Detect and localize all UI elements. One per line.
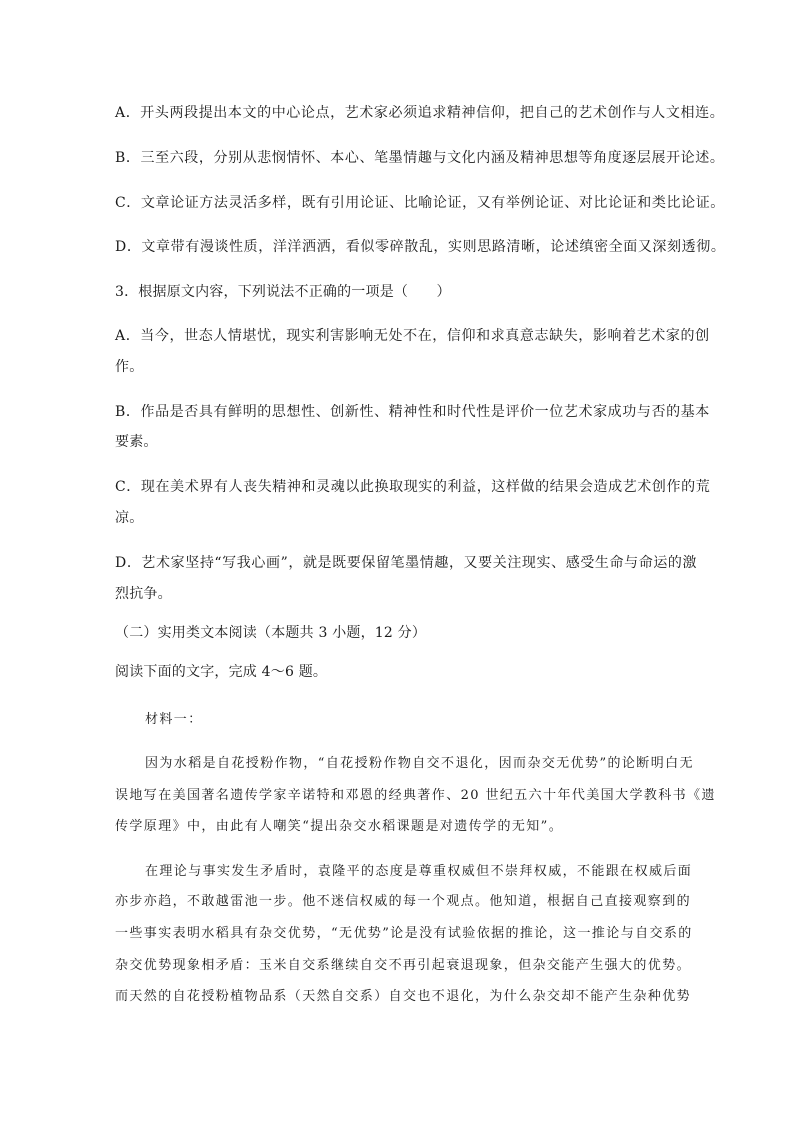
q2-option-d: D．文章带有漫谈性质，洋洋洒洒，看似零碎散乱，实则思路清晰，论述缜密全面又深刻透彻。 xyxy=(115,239,726,255)
material-p2-line2: 亦步亦趋，不敢越雷池一步。他不迷信权威的每一个观点。他知道，根据自己直接观察到的 xyxy=(115,894,692,909)
question-3-stem: 3．根据原文内容，下列说法不正确的一项是（ ） xyxy=(115,284,451,300)
q3-option-c-line1: C．现在美术界有人丧失精神和灵魂以此换取现实的利益，这样做的结果会造成艺术创作的荒 xyxy=(115,479,711,495)
material-p1-line1: 因为水稻是自花授粉作物，“自花授粉作物自交不退化，因而杂交无优势”的论断明白无 xyxy=(145,756,694,771)
section-instruction: 阅读下面的文字，完成 4～6 题。 xyxy=(115,664,328,680)
q3-option-b-line2: 要素。 xyxy=(115,434,158,450)
q2-option-b: B．三至六段，分别从悲悯情怀、本心、笔墨情趣与文化内涵及精神思想等角度逐层展开论述。 xyxy=(115,150,725,166)
material-p2-line1: 在理论与事实发生矛盾时，袁隆平的态度是尊重权威但不崇拜权威，不能跟在权威后面 xyxy=(145,864,693,879)
q3-option-c-line2: 凉。 xyxy=(115,510,144,526)
q2-option-c: C．文章论证方法灵活多样，既有引用论证、比喻论证，又有举例论证、对比论证和类比论证。 xyxy=(115,195,725,211)
q3-option-a-line1: A．当今，世态人情堪忧，现实利害影响无处不在，信仰和求真意志缺失，影响着艺术家的创 xyxy=(115,328,710,344)
q3-option-d-line1: D．艺术家坚持“写我心画”，就是既要保留笔墨情趣，又要关注现实、感受生命与命运的激 xyxy=(115,555,698,571)
q3-option-b-line1: B．作品是否具有鲜明的思想性、创新性、精神性和时代性是评价一位艺术家成功与否的基本 xyxy=(115,404,710,420)
material-p2-line5: 而天然的自花授粉植物品系（天然自交系）自交也不退化，为什么杂交却不能产生杂种优势 xyxy=(115,989,692,1004)
section-heading: （二）实用类文本阅读（本题共 3 小题，12 分） xyxy=(115,625,427,641)
material-title: 材料一： xyxy=(145,712,203,727)
q3-option-d-line2: 烈抗争。 xyxy=(115,586,172,602)
material-p1-line2: 误地写在美国著名遗传学家辛诺特和邓恩的经典著作、20 世纪五六十年代美国大学教科书《遗 xyxy=(115,788,716,803)
q3-option-a-line2: 作。 xyxy=(115,359,144,375)
q2-option-a: A．开头两段提出本文的中心论点，艺术家必须追求精神信仰，把自己的艺术创作与人文相连。 xyxy=(115,105,725,121)
material-p2-line3: 一些事实表明水稻具有杂交优势，“无优势”论是没有试验依据的推论，这一推论与自交系的 xyxy=(115,926,693,941)
material-p2-line4: 杂交优势现象相矛盾：玉米自交系继续自交不再引起衰退现象，但杂交能产生强大的优势。 xyxy=(115,958,692,973)
material-p1-line3: 传学原理》中，由此有人嘲笑“提出杂交水稻课题是对遗传学的无知”。 xyxy=(115,819,564,834)
